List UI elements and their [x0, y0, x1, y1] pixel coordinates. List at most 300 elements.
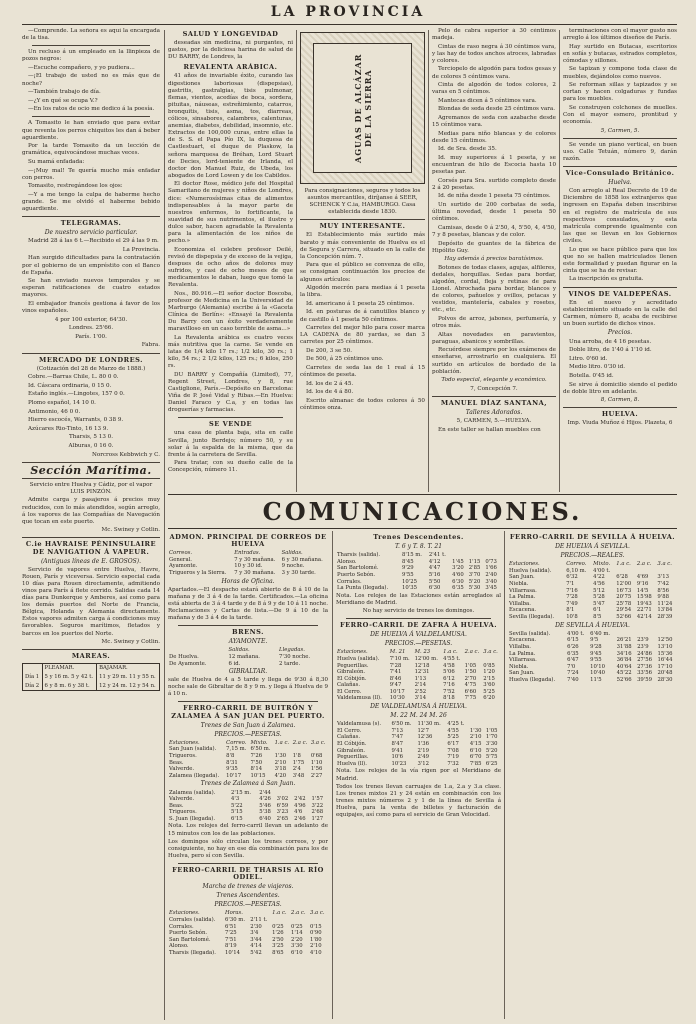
vice-consulado-city: Huelva. [608, 179, 632, 187]
table-header: M. 23 [414, 649, 431, 656]
tharsis-desc-section [336, 531, 501, 1019]
mercado-line: Estaño inglés.—Lingotes, 157 0 0. [28, 391, 125, 398]
divider [22, 649, 160, 650]
table-cell: Huelva (salida). [337, 655, 380, 662]
table-cell: 31'88 [616, 643, 632, 650]
table-row [508, 588, 677, 595]
tharsis-rows [168, 917, 328, 957]
ad-caption: Para consignaciones, seguros y todos los asuntos mercantiles, diríjanse á SEER, SCHENCK Y C.ia, HAMBURGO. Casa establecida desde 1830. [304, 188, 421, 216]
table-cell: 4'10 [310, 949, 322, 956]
vice-consulado-body: Lo que se hace público para que los que no se hallen matriculados llenen este formalidad y puedan figurar en la cinta que se ha de revisar. [563, 246, 677, 274]
table-cell: 10'30 [389, 695, 405, 702]
zafra-subtitle: DE HUELVA Á VALDELAMUSA. [370, 631, 467, 639]
seccion-body: Admite carga y pasajeros á precios muy reducidos, con lo más atendidos, según arreglo, á los vapores de las Compañías de Navegación que tocan en este puerto. [22, 497, 160, 525]
table-cell: 2'42 [294, 796, 306, 803]
table-cell: 6'30 [452, 578, 464, 585]
salud-body: El doctor Rose, médico jefe del Hospital Samaritano de mujeres y niños de Londres, dice: «Numerosísimas citas de alimentos indispensables á la mayor parte de nuestros enfermos, lo fortificante, la suavidad de sus nutrimentos, el ilustre y dulce sabor, hacen agradable la Revalenta para la alimentación de los niños de pecho.» [168, 181, 293, 245]
firm-line: Hay surtido en Butacas, escritorios en sofás y butacas, estrados completos, cómodas y sillones. [563, 43, 677, 64]
telegram-line: El embajador francés gestiona á favor de los vinos españoles. [22, 301, 160, 315]
interesante-body: Para que el público se convenza de ello, se consignan continuación los precios de algunos artículos: [300, 262, 425, 283]
table-cell: Valverde. [169, 766, 195, 773]
mercado-signature: Norcross Kebbwich y C. [91, 451, 160, 458]
correos-hours: Apartados.—El despacho estará abierto de 8 á 10 de la mañana y de 3 á 4 de la tarde. Certificados.—La oficina está abierta de 3 á 4 tarde y de 8 á 9 y de 10 á 11 noche. Reclamaciones y Cartas de lista.—De 9 á 10 de la mañana y de 3 á 4 de la tarde. [168, 586, 328, 622]
price-item: Id. americano á 1 peseta 25 céntimos. [306, 300, 415, 307]
table-cell: 7 y 30 mañana. [234, 556, 276, 563]
table-cell: 6'70 [469, 754, 482, 761]
table-cell: La Palma. [509, 594, 536, 601]
price-item: Medias para niño blancas y de colores desde 15 céntimos. [432, 130, 556, 144]
ferro-nota: Los domingos sólo circulan los trenes correos, y por consiguiente, no hay en ese día combinación para los de Huelva, pero sí con Sevilla. [168, 838, 328, 859]
table-cell: 5'20 [485, 747, 498, 754]
piano-sale: Se vende un piano vertical, en buen uso. Calle Tetuán, número 9, darán razón. [563, 141, 677, 162]
divider [168, 494, 677, 495]
table-cell: Trigueros. [169, 753, 197, 760]
table-cell: 3'23 [276, 809, 289, 816]
vinos-intro: En el nuevo y acreditado establecimiento situado en la calle del Carmen, número 8, acaba de recibirse un buen surtido de dichos vinos. [563, 299, 677, 327]
havraise-signature: Mc. Swiney y Cotlin. [101, 639, 160, 646]
table-cell: 1'8 [292, 753, 301, 760]
table-cell: 5'28 [593, 594, 605, 601]
table-cell: 10'35 [402, 585, 417, 592]
price-item: Corsés para Sra. surtido completo desde 2 á 20 pesetas. [432, 177, 556, 191]
table-cell [469, 721, 485, 728]
price-item: Blondas de seda desde 25 céntimos vara. [438, 106, 555, 113]
se-vende-body: Para tratar, con su dueño calle de la Concepción, número 11. [168, 460, 293, 474]
table-cell: 5'20 [468, 578, 481, 585]
price-item: Mantecas dicen á 5 céntimos vara. [438, 97, 537, 104]
divider [563, 407, 677, 408]
table-cell: 36'84 [616, 657, 632, 664]
sevilla-rows [508, 568, 677, 621]
table-cell: Valverde. [169, 796, 195, 803]
tharsis-desc-head-item: T. 21 [427, 543, 443, 551]
table-cell: 42'14 [636, 614, 652, 621]
table-cell: 0'25 [291, 923, 303, 930]
table-cell: 4'20 [274, 772, 287, 779]
table-cell: 40'64 [616, 663, 632, 670]
dialogue-line: —¡El trabajo de usted no es más que de noche? [22, 73, 160, 87]
table-header: 1.a c. [443, 649, 458, 656]
table-row [508, 601, 677, 608]
column-rule [332, 531, 333, 1019]
table-header [168, 647, 228, 654]
table-cell: 10'15 [250, 772, 266, 779]
table-cell: 10'10 [590, 663, 606, 670]
zafra2-rows [336, 721, 501, 767]
table-header: Estaciones. [509, 561, 540, 568]
comunicaciones-title: COMUNICACIONES. [262, 497, 583, 526]
vice-consulado-body: La inscripción es gratuita. [569, 276, 644, 283]
table-cell: 12 mañana. [228, 653, 260, 660]
table-header: 2.a c. [636, 561, 652, 568]
table-cell: 8'65 [272, 949, 284, 956]
table-cell: 6'28 [616, 574, 628, 581]
divider [178, 863, 318, 864]
price-item: Carretes del mejor hilo para coser marca LA CADENA de 80 yardas, se dan 3 carretes por 25 céntimos. [300, 325, 425, 346]
table-cell: 10'23 [391, 760, 407, 767]
table-cell: 1'15 [468, 558, 481, 565]
table-cell: 1'14 [291, 930, 303, 937]
ferro2-rows [168, 790, 328, 823]
table-cell: 9'88 [657, 594, 669, 601]
newspaper-title: LA PROVINCIA [270, 4, 426, 20]
column-rule [164, 30, 165, 1020]
price-item: Id. los de 2 á 45. [306, 380, 354, 387]
table-cell: 28'39 [657, 614, 673, 621]
table-cell: 9'55 [590, 657, 602, 664]
zafra-prices: PRECIOS.—PESETAS. [384, 640, 453, 648]
table-cell: 5'06 [443, 669, 455, 676]
table-cell [468, 552, 485, 559]
table-cell: 4'56 [593, 581, 605, 588]
table-cell: 4'75 [464, 682, 477, 689]
column-5 [563, 28, 677, 493]
table-cell: San Bartolomé. [337, 565, 379, 572]
masthead [0, 4, 696, 26]
table-cell: 7'10 m. [389, 655, 410, 662]
table-header: 2.a c. [292, 739, 308, 746]
table-cell [276, 790, 293, 797]
table-cell: 1'05 [485, 727, 498, 734]
price-item: Id. muy superiores á 1 peseta, y se encuentran de hilo de Escocia hasta 10 pesetas par. [432, 155, 556, 176]
table-cell: 4'00 t. [593, 567, 611, 574]
table-cell: Trigueros y la Sierra. [169, 569, 227, 576]
aguas-advertisement [300, 32, 425, 184]
tharsis-prices: PRECIOS.—PESETAS. [214, 901, 282, 909]
table-cell: 10'6 [391, 754, 404, 761]
mercado-line: (Cotización del 28 de Marzo de 1888.) [36, 365, 146, 372]
column-3 [300, 28, 425, 493]
table-cell: 6'50 m. [250, 746, 271, 753]
divider [168, 528, 677, 529]
table-cell [311, 790, 328, 797]
table-cell: 8'18 [443, 695, 455, 702]
tharsis-desc-head [336, 543, 501, 550]
table-row [168, 766, 328, 773]
table-row [168, 917, 328, 924]
table-cell: 5'47 [593, 600, 605, 607]
vinos-title: VINOS DE VALDEPEÑAS. [568, 289, 672, 298]
table-cell: 6 y 8 m. 6 y 38 t. [42, 682, 97, 691]
table-row [168, 570, 328, 577]
divider [32, 45, 150, 46]
table-cell: 7'49 [566, 600, 578, 607]
correos-section [168, 531, 328, 1019]
divider [300, 219, 425, 220]
table-cell: Niebla. [509, 581, 529, 588]
table-cell: 1'05 [464, 662, 477, 669]
salud-body: Economiza el celebre profesor Deilé, revisó de dispepsia y de exceso de la vejiga, despues de ocho años de dolores muy sufridos, y casi de ocho meses de que medicamentos le daban, luego que tomó la Revalenta. [168, 246, 293, 289]
table-cell: 14'5 [636, 587, 649, 594]
table-cell: 29'54 [616, 607, 632, 614]
price-item: Id. los de 4 á 80. [306, 389, 354, 396]
table-cell: 25'78 [616, 600, 632, 607]
table-row [508, 670, 677, 677]
table-cell: 5'75 [485, 754, 498, 761]
divider [178, 417, 283, 418]
table-cell: 19'43 [636, 600, 652, 607]
table-cell: Tharsis (llegada). [169, 949, 216, 956]
table-header: 3.a c. [657, 561, 672, 568]
imprenta-name: Imp. Viuda Muñoz é Hijos. Plazeta, 6 [567, 420, 673, 427]
table-cell: 3 y 30 tarde. [281, 569, 316, 576]
table-cell: Valdelamusa (s). [337, 721, 382, 728]
table-cell: 15'36 [657, 650, 673, 657]
table-cell: 2'15 [483, 675, 495, 682]
table-header: 3.a c. [483, 649, 498, 656]
firm-address: 5, CARMEN, 5.—HUELVA. [456, 418, 532, 425]
table-cell: 6 y 30 mañana. [281, 556, 323, 563]
price-item: Escrito almanac de todos colores á 50 céntimos onza. [300, 397, 425, 412]
table-cell: 4'58 [443, 662, 455, 669]
table-cell: 6'60 [464, 688, 477, 695]
table-cell: 5'25 [483, 688, 495, 695]
table-cell [616, 631, 636, 638]
table-cell: 6'17 [447, 741, 459, 748]
table-cell: 20'75 [616, 594, 632, 601]
table-row [508, 561, 677, 568]
vapores-table [168, 647, 328, 667]
correos-title: ADMON. PRINCIPAL DE CORREOS DE HUELVA [169, 533, 327, 549]
table-cell: 7'1 [566, 581, 575, 588]
table-cell: 22'71 [636, 607, 652, 614]
table-cell: 12 y 24 m. 12 y 54 n. [97, 682, 160, 691]
table-cell: 1'20 [483, 669, 495, 676]
ferro-buitron-prices: PRECIOS.—PESETAS. [214, 730, 282, 738]
table-header: Estaciones. [169, 910, 200, 917]
table-row [508, 644, 677, 651]
ad-frame [313, 43, 412, 173]
zafra-nota: Nota. Los relojes de la vía rigen por el Meridiano de Madrid. [336, 768, 501, 782]
table-cell: 7'25 [225, 930, 237, 937]
table-row [508, 657, 677, 664]
table-cell: Beas. [169, 802, 184, 809]
firm-address: 5, Carmen, 5. [600, 127, 640, 134]
table-cell [293, 790, 310, 797]
table-row [168, 647, 328, 654]
table-cell: 6'10 [291, 949, 303, 956]
table-header: 1.a c. [616, 561, 631, 568]
table-cell: 20'48 [657, 670, 673, 677]
table-cell: Peguerillas. [337, 662, 369, 669]
table-cell: 2'11 t. [250, 917, 268, 923]
gibraltar-body: sale de Huelva de 4 a 5 tarde y llega de 9'30 á 8,30 noche sale de Gibraltar de 8 y 9 m. y llega á Huelva de 9 á 10 n. [168, 677, 328, 698]
vinos-address: 8, Carmen, 8. [600, 397, 640, 404]
column-rule [504, 531, 505, 1019]
table-row [168, 950, 328, 957]
table-cell: 3'60 [483, 682, 495, 689]
table-cell: 7'24 [567, 670, 579, 677]
table-cell: Ayamonte. [169, 563, 198, 570]
table-cell: 1'50 [464, 669, 477, 676]
mercado-title: MERCADO DE LONDRES. [39, 355, 143, 364]
table-cell: 5'12 [593, 587, 605, 594]
table-cell: 11 y 29 m. 11 y 55 n. [97, 673, 160, 682]
ferro-buitron-title: FERRO-CARRIL DE BUITRÓN Y ZALAMEA Á SAN JUAN DEL PUERTO. [171, 704, 325, 720]
dialogue-line: —¿Y en qué se ocupa V.? [28, 97, 98, 104]
table-cell: 17'10 [657, 663, 673, 670]
table-row [336, 565, 501, 572]
mercado-line: Azúcares Rio-Tinto, 16 13 9. [28, 425, 109, 432]
table-cell: Calañas. [337, 734, 361, 741]
table-header: BAJAMAR. [97, 664, 160, 673]
tharsis-subtitle: Trenes Ascendentes. [216, 892, 280, 900]
table-cell: 9'47 [389, 682, 402, 689]
table-cell: 4'96 [294, 802, 306, 809]
table-row [336, 695, 501, 702]
divider [178, 625, 318, 626]
table-row [168, 773, 328, 780]
table-cell: 2'4 [292, 766, 301, 773]
table-cell: 9 noche. [281, 563, 305, 570]
zafra-return-head-item: M. 24 [409, 712, 428, 720]
table-cell: 1'30 [469, 727, 482, 734]
table-cell: 7'28 [389, 662, 402, 669]
table-cell: 1'70 [485, 734, 498, 741]
table-row [168, 943, 328, 950]
vapores-subtitle: AYAMONTE. [228, 638, 268, 646]
table-header: Salidas. [228, 647, 250, 654]
table-cell: 12'36 [417, 734, 433, 741]
firm-line: Se reforman sillas y tapizados y se cortan y hacen colgaduras y fundas para los muebles. [563, 82, 677, 103]
price-item: Depósito de guantes de la fábrica de Hipólito Guy. [432, 240, 556, 254]
table-header: Horas. [225, 910, 243, 917]
table-header: Salidas. [281, 550, 303, 557]
table-cell: De Huelva. [169, 653, 199, 660]
table-header: Entradas. [234, 550, 261, 557]
telegram-line: Han surgido dificultades para la contratación por el gobierno de un empréstito con el Banco de España. [22, 255, 160, 276]
table-cell: 10'14 [225, 949, 240, 956]
table-cell: 2'65 [276, 815, 289, 822]
price-item: Camisas, desde 0 á 2'50, 4, 5'50, 4, 4'50, 7 y 8 pesetas, blancas y de color. [432, 224, 556, 238]
price-item: De 200, 3 se 50. [306, 347, 352, 354]
sevilla-return-table [508, 631, 677, 684]
price-item: Cintas de raso negra á 30 céntimos vara, y las hay de todos anchos atroces, labradas y colores. [432, 43, 556, 64]
divider [563, 166, 677, 167]
table-row [508, 631, 677, 638]
telegram-line: 4 por 100 exterior, 64'30. [54, 316, 128, 323]
vapores-title: BRENS. [232, 628, 264, 637]
table-cell: 12'50 [657, 637, 673, 644]
firm-line: En este taller se hallan muebles con [438, 426, 541, 433]
table-cell: 7'52 [443, 688, 455, 695]
table-cell: 0'25 [272, 923, 284, 930]
table-cell: 0'90 [310, 930, 322, 937]
table-row [168, 760, 328, 767]
table-cell: 2'10 [310, 943, 322, 950]
ferro-buitron-table [168, 740, 328, 780]
table-cell: 9'16 [636, 581, 649, 588]
vice-consulado-body: Con arreglo al Real Decreto de 19 de Diciembre de 1858 los extranjeros que ingresen en España deben inscribirse en el registro de matrícula de sus respectivos consulados, y esta matrícula comprende igualmente con las que se llevan en los Gobiernos civiles. [563, 188, 677, 244]
table-header: 3.a c. [310, 739, 326, 746]
table-header: 2.a c. [464, 649, 480, 656]
top-rule [22, 24, 677, 25]
zafra-rows [336, 656, 501, 702]
table-cell: 7'13 [391, 727, 404, 734]
table-cell [23, 664, 43, 673]
table-cell: 0'68 [310, 753, 323, 760]
table-cell: 6'47 [567, 657, 579, 664]
table-cell: 1'66 [485, 565, 497, 572]
table-row [168, 550, 328, 557]
table-cell: 8'8 [226, 753, 235, 760]
table-cell: 3'30 [291, 943, 303, 950]
table-cell: De Ayamonte. [169, 660, 207, 667]
table-cell: 2'52 [414, 688, 427, 695]
table-cell: Corrales (salida). [169, 917, 216, 923]
table-cell: 2'68 [311, 809, 324, 816]
table-cell: 5'22 [231, 802, 243, 809]
dialogue-line: —¡Muy mal! Te quería mucho más enfadar con perros. [22, 167, 160, 181]
dialogue-line: —También trabajo de día. [28, 89, 101, 96]
table-cell: 6'20 [483, 695, 495, 702]
table-cell: 1'57 [311, 796, 324, 803]
table-header: Correos. [169, 550, 193, 557]
table-cell: 12'00 m. [414, 655, 438, 662]
table-cell: 11'24 [657, 600, 673, 607]
divider [32, 116, 150, 117]
table-cell: 3'40 [485, 578, 497, 585]
table-cell: 7,15 m. [226, 746, 247, 753]
table-cell: 4'14 [250, 943, 262, 950]
price-item: Pelo de cabra superior á 30 céntimos madeja. [432, 28, 556, 42]
table-cell: 7'42 [657, 581, 669, 588]
table-cell: 4'26 [259, 796, 271, 803]
dialogue-line: —En los ratos de ocio me dedico á la poesía. [28, 106, 155, 113]
table-cell: La Palma. [509, 650, 536, 657]
table-cell: Zalamea (llegada). [169, 772, 220, 779]
table-cell: 2'46 [294, 815, 306, 822]
mareas-table [22, 663, 160, 691]
table-row [168, 937, 328, 944]
table-cell: Alonso. [337, 558, 357, 565]
table-cell [271, 917, 290, 924]
table-cell: 6'59 [276, 802, 289, 809]
table-header: Estaciones. [169, 739, 200, 746]
table-cell: 10 y 30 id. [234, 563, 263, 570]
table-row [336, 741, 501, 748]
table-cell: 7'47 [391, 734, 404, 741]
divider [563, 138, 677, 139]
table-row [168, 654, 328, 661]
divider [346, 618, 491, 619]
dialogue-line: A Tomasito le han enviado que para evitar que reventa los perros chiquitos les dan á beber aguardiente. [22, 120, 160, 141]
table-cell: 4'12 [428, 558, 441, 565]
table-cell: 1'10 [310, 759, 323, 766]
table-cell: Día 1 [23, 673, 43, 682]
table-cell: 1'80 [310, 936, 322, 943]
table-cell: 6 id. [228, 660, 241, 667]
table-header: M. 21 [389, 649, 406, 656]
table-cell: 8'46 [389, 675, 402, 682]
telegram-signature: Fabra. [141, 342, 160, 349]
table-cell: 7'26 [250, 753, 263, 760]
zafra-return-head [336, 712, 501, 719]
firm-line: terminaciones con el mayor gusto nos arreglo á los últimos diseños de París. [563, 28, 677, 42]
table-cell: 9'28 [590, 643, 602, 650]
table-cell: 4'69 [636, 574, 649, 581]
table-row [336, 656, 501, 663]
table-cell: 3'30 [485, 741, 498, 748]
table-cell: 2'49 [417, 754, 430, 761]
zafra-return-head-item: M. 22 [390, 712, 408, 720]
table-cell: Villalba. [509, 600, 531, 607]
table-cell: 0'73 [485, 558, 497, 565]
table-cell: 0'85 [483, 662, 495, 669]
price-item: Id. de niña desde 1 peseta 75 céntimos. [438, 193, 551, 200]
table-cell: 8'56 [657, 587, 669, 594]
table-cell: 7'51 [225, 936, 237, 943]
